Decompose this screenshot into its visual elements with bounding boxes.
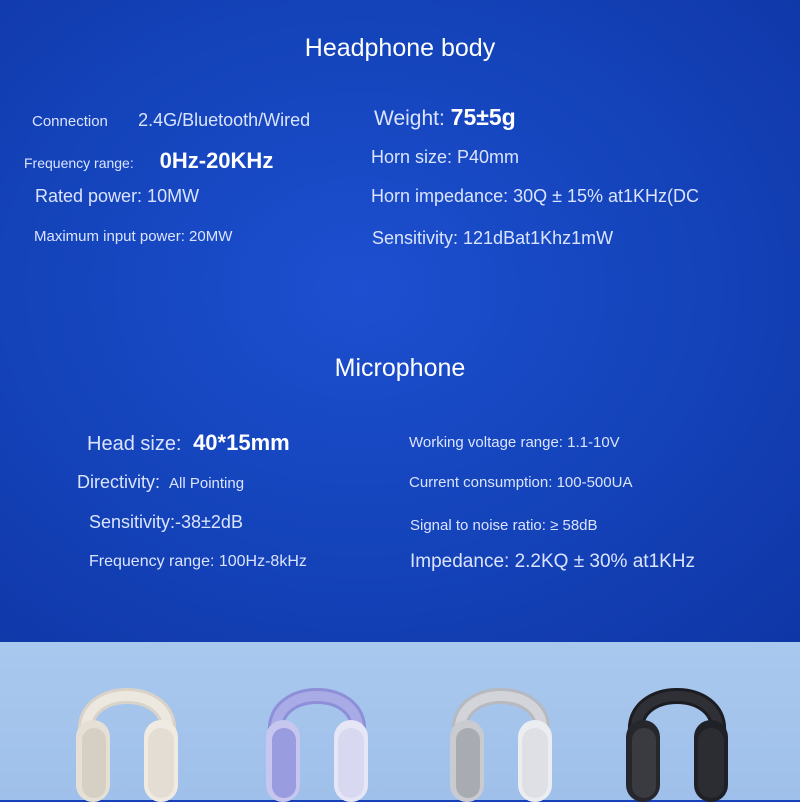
horn-size-spec: Horn size: P40mm	[371, 147, 520, 167]
headphone-black-image	[622, 662, 732, 802]
horn-impedance-spec: Horn impedance: 30Q ± 15% at1KHz(DC	[371, 186, 700, 206]
impedance-spec: Impedance: 2.2KQ ± 30% at1KHz	[410, 551, 696, 572]
directivity-value: All Pointing	[169, 475, 245, 492]
max-input-spec: Maximum input power: 20MW	[34, 228, 233, 245]
mic-sensitivity-spec: Sensitivity:-38±2dB	[89, 512, 243, 532]
weight-label: Weight:	[374, 107, 445, 130]
head-size-value: 40*15mm	[193, 430, 290, 455]
directivity-label: Directivity:	[77, 472, 161, 492]
connection-value: 2.4G/Bluetooth/Wired	[138, 110, 311, 130]
weight-value: 75±5g	[450, 104, 516, 130]
working-voltage-spec: Working voltage range: 1.1-10V	[409, 434, 620, 451]
frequency-spec	[24, 148, 273, 174]
connection-spec	[32, 110, 310, 131]
current-consumption-spec: Current consumption: 100-500UA	[409, 474, 633, 491]
connection-label: Connection	[32, 113, 108, 130]
headphone-grey-image	[446, 662, 556, 802]
weight-spec	[374, 104, 516, 131]
mic-frequency-spec: Frequency range: 100Hz-8kHz	[89, 553, 307, 570]
microphone-title: Microphone	[334, 354, 466, 382]
snr-spec: Signal to noise ratio: ≥ 58dB	[410, 517, 598, 534]
product-gallery	[0, 642, 800, 800]
rated-power-spec: Rated power: 10MW	[35, 186, 200, 206]
directivity-spec	[77, 472, 244, 493]
frequency-label: Frequency range:	[24, 155, 134, 171]
sensitivity-spec: Sensitivity: 121dBat1Khz1mW	[372, 228, 614, 248]
head-size-spec	[87, 430, 290, 456]
frequency-value: 0Hz-20KHz	[159, 148, 274, 173]
headphone-cream-image	[72, 662, 182, 802]
headphone-lavender-image	[262, 662, 372, 802]
headphone-body-title: Headphone body	[304, 34, 496, 62]
head-size-label: Head size:	[87, 433, 182, 455]
